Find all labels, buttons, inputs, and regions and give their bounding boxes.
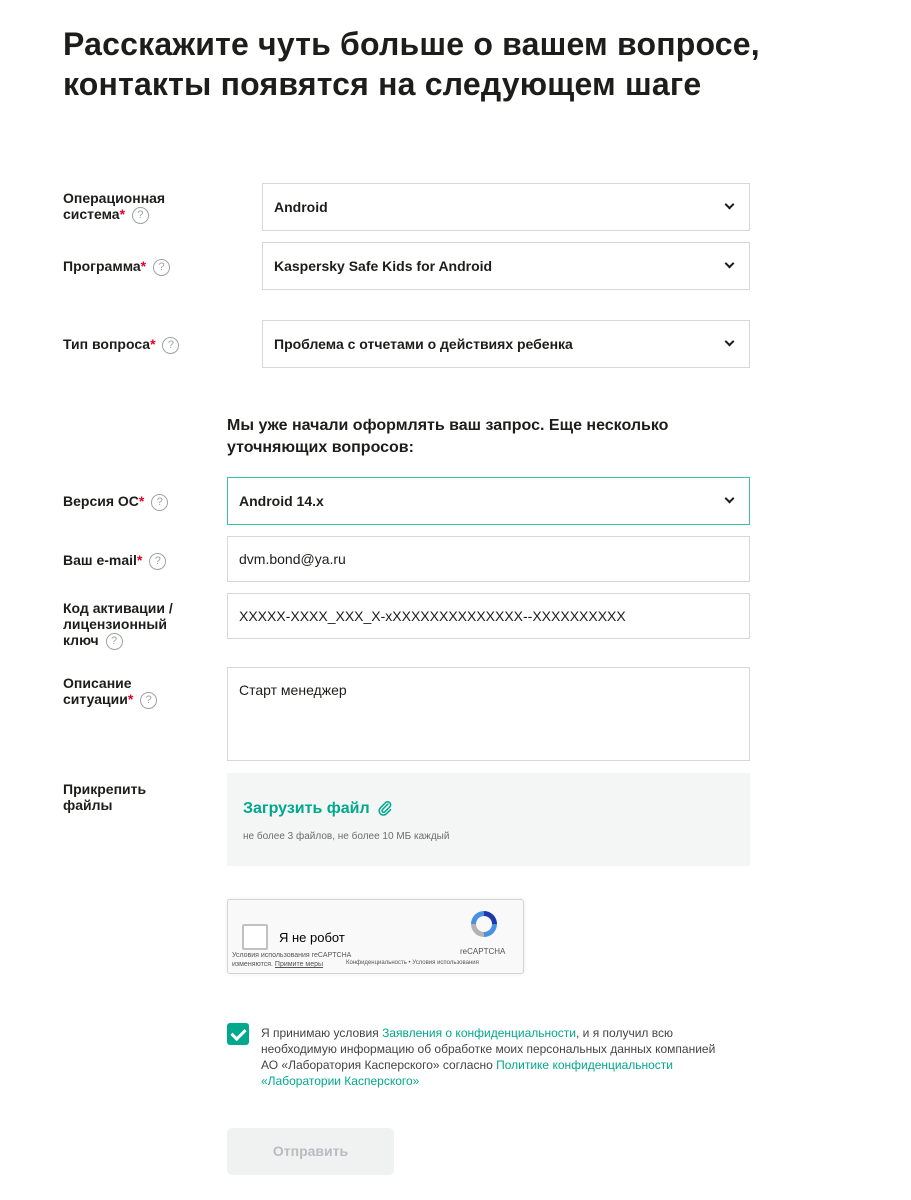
privacy-policy-link[interactable]: Политике конфиденциальности «Лаборатории Касперского» <box>261 1058 674 1088</box>
description-textarea[interactable]: Старт менеджер <box>227 667 750 761</box>
help-icon[interactable]: ? <box>151 494 168 511</box>
chevron-down-icon <box>725 337 735 347</box>
description-label-text: Описание ситуации <box>63 675 132 707</box>
recaptcha-logo-icon <box>468 908 500 940</box>
email-label <box>63 552 213 570</box>
required-mark: * <box>127 691 134 707</box>
question-type-select-value: Проблема с отчетами о действиях ребенка <box>274 336 573 352</box>
submit-button[interactable]: Отправить <box>227 1128 394 1175</box>
recaptcha-privacy-terms[interactable]: Конфиденциальность • Условия использования <box>346 960 479 966</box>
consent-text-part: Я принимаю условия <box>261 1026 383 1040</box>
activation-code-label <box>63 600 203 650</box>
recaptcha-footer-text: Условия использования reCAPTCHA изменяются. <box>232 952 351 968</box>
upload-area[interactable] <box>227 773 750 866</box>
question-type-select[interactable] <box>262 320 750 368</box>
required-mark: * <box>150 336 156 352</box>
description-label <box>63 675 183 709</box>
upload-file-link[interactable] <box>243 800 393 818</box>
chevron-down-icon <box>725 259 735 269</box>
help-icon[interactable]: ? <box>140 692 157 709</box>
paperclip-icon <box>377 800 393 816</box>
activation-code-label-text: Код активации / лицензионный ключ <box>63 600 173 648</box>
program-label-text: Программа <box>63 258 141 274</box>
required-mark: * <box>138 493 145 509</box>
os-version-select[interactable] <box>227 477 750 525</box>
os-label <box>63 190 213 224</box>
consent-text-part: , и я получил всю необходимую информацию об обработке моих персональных данных компанией АО «Лаборатория Касперского» согласно <box>261 1026 716 1072</box>
os-version-label <box>63 493 213 511</box>
recaptcha-checkbox[interactable] <box>242 924 268 950</box>
chevron-down-icon <box>725 200 735 210</box>
program-select-value: Kaspersky Safe Kids for Android <box>274 258 493 274</box>
recaptcha-brand: reCAPTCHA <box>460 947 506 956</box>
page-title: Расскажите чуть больше о вашем вопросе, контакты появятся на следующем шаге <box>63 26 760 102</box>
recaptcha-label: Я не робот <box>279 930 345 945</box>
os-select[interactable] <box>262 183 750 231</box>
os-version-label-text: Версия ОС <box>63 493 139 509</box>
email-label-text: Ваш e-mail <box>63 552 137 568</box>
program-select[interactable] <box>262 242 750 290</box>
required-mark: * <box>140 258 147 274</box>
required-mark: * <box>136 552 143 568</box>
consent-text <box>261 1025 731 1089</box>
help-icon[interactable]: ? <box>162 337 179 354</box>
help-icon[interactable]: ? <box>149 553 166 570</box>
consent-checkbox[interactable] <box>227 1023 249 1045</box>
help-icon[interactable]: ? <box>106 633 123 650</box>
recaptcha-footer <box>232 951 362 969</box>
os-label-text: Операционная система <box>63 190 166 222</box>
upload-hint: не более 3 файлов, не более 10 МБ каждый <box>243 831 450 842</box>
os-select-value: Android <box>274 199 328 215</box>
os-version-select-value: Android 14.x <box>239 493 324 509</box>
question-type-label <box>63 336 213 354</box>
privacy-statement-link[interactable]: Заявления о конфиденциальности <box>382 1026 576 1040</box>
upload-file-label: Загрузить файл <box>243 800 370 817</box>
question-type-label-text: Тип вопроса <box>63 336 151 352</box>
chevron-down-icon <box>725 494 735 504</box>
recaptcha-footer-link[interactable]: Примите меры <box>274 961 324 968</box>
section-subheading: Мы уже начали оформлять ваш запрос. Еще несколько уточняющих вопросов: <box>227 417 669 456</box>
help-icon[interactable]: ? <box>132 207 149 224</box>
attach-label: Прикрепить файлы <box>63 781 147 813</box>
required-mark: * <box>119 206 126 222</box>
email-field[interactable]: dvm.bond@ya.ru <box>227 536 750 582</box>
recaptcha-widget <box>227 899 524 974</box>
help-icon[interactable]: ? <box>153 259 170 276</box>
program-label <box>63 258 213 276</box>
activation-code-field[interactable]: XXXXX-XXXX_XXX_X-xXXXXXXXXXXXXXX--XXXXXXXXXX <box>227 593 750 639</box>
